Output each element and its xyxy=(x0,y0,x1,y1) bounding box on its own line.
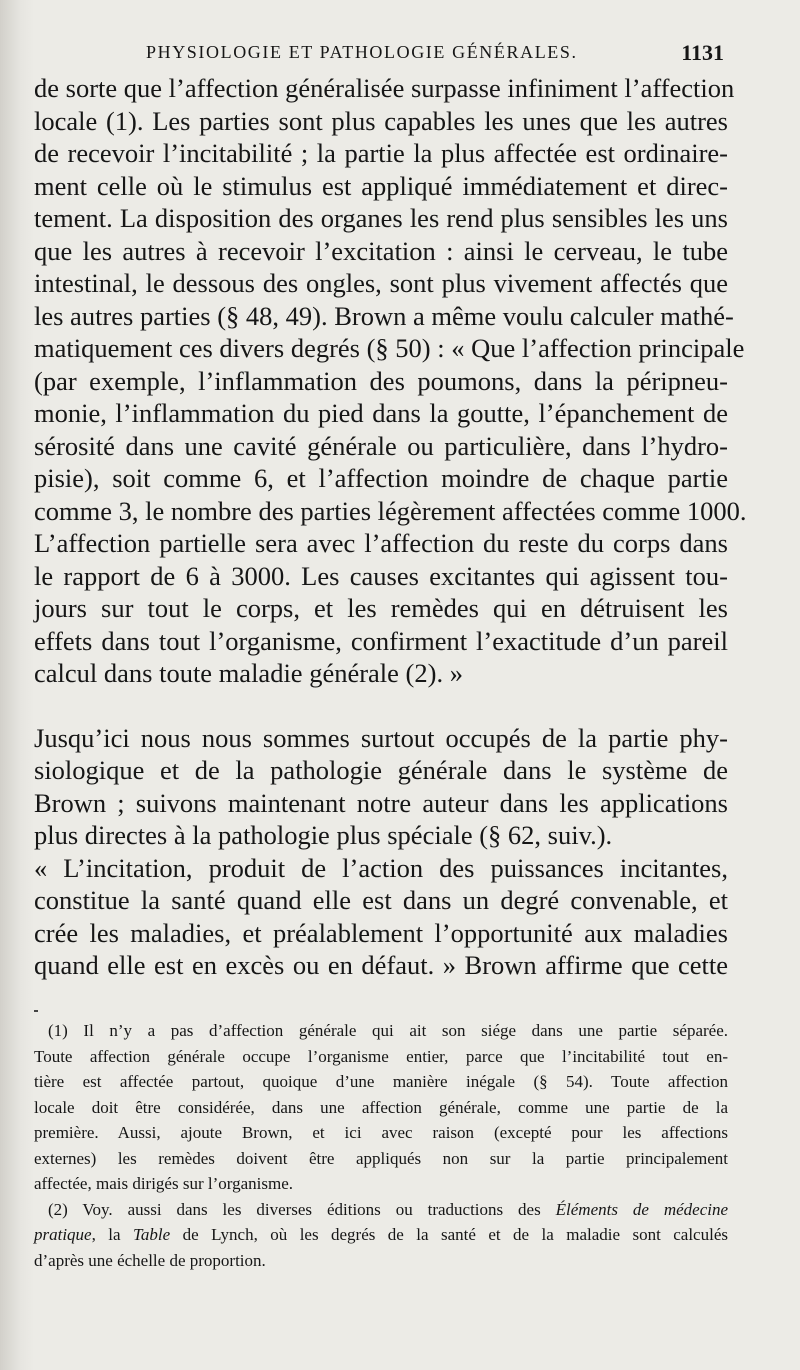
text-line: constitue la santé quand elle est dans un degré convenable, et xyxy=(34,885,728,915)
page-binding-shadow xyxy=(0,0,34,1370)
book-title-italic: Éléments de médecine xyxy=(555,1199,729,1219)
paragraph-spacer xyxy=(34,690,728,722)
text-line: Brown ; suivons maintenant notre auteur dans les applications xyxy=(34,787,728,818)
footnote-line: affectée, mais dirigés sur l’organisme. xyxy=(34,1174,294,1193)
page-number: 1131 xyxy=(681,40,724,65)
text-line: siologique et de la pathologie générale dans le système de xyxy=(34,755,728,785)
text-line: L’affection partielle sera avec l’affection du reste du corps dans xyxy=(34,528,728,558)
footnote-line: locale doit être considérée, dans une affection générale, comme une partie de la xyxy=(34,1097,728,1117)
running-head: PHYSIOLOGIE ET PATHOLOGIE GÉNÉRALES. xyxy=(146,42,578,62)
text-line: tement. La disposition des organes les rend plus sensibles les uns xyxy=(34,203,728,233)
footnote-text: (2) Voy. aussi dans les diverses éditions ou traductions des xyxy=(48,1199,556,1219)
footnote-line: première. Aussi, ajoute Brown, et ici avec raison (excepté pour les affections xyxy=(34,1123,728,1142)
text-line: le rapport de 6 à 3000. Les causes excitantes qui agissent tou- xyxy=(34,560,728,591)
text-line: calcul dans toute maladie générale (2). » xyxy=(34,658,463,688)
text-line: monie, l’inflammation du pied dans la goutte, l’épanchement de xyxy=(34,398,728,428)
footnote-text: , la xyxy=(91,1225,133,1244)
paragraph-2 xyxy=(34,722,728,852)
text-line: comme 3, le nombre des parties légèrement affectées comme 1000. xyxy=(34,495,747,526)
text-line: de recevoir l’incitabilité ; la partie la plus affectée est ordinaire- xyxy=(34,138,728,168)
footnote-line xyxy=(34,1222,728,1248)
book-title-italic: pratique xyxy=(34,1225,92,1244)
text-line: (par exemple, l’inflammation des poumons, dans la péripneu- xyxy=(34,365,728,396)
footnote-line: Toute affection générale occupe l’organisme entier, parce que l’incitabilité tout en- xyxy=(34,1046,728,1066)
text-line: crée les maladies, et préalablement l’opportunité aux maladies xyxy=(34,917,728,948)
text-line: pisie), soit comme 6, et l’affection moindre de chaque partie xyxy=(34,463,728,493)
text-line: jours sur tout le corps, et les remèdes qui en détruisent les xyxy=(34,593,728,623)
page-header xyxy=(34,40,734,70)
text-line: que les autres à recevoir l’excitation : ainsi le cerveau, le tube xyxy=(34,235,728,266)
text-line: plus directes à la pathologie plus spéciale (§ 62, suiv.). xyxy=(34,820,613,850)
text-line: intestinal, le dessous des ongles, sont plus vivement affectés que xyxy=(34,268,728,298)
text-line: de sorte que l’affection généralisée surpasse infiniment l’affection xyxy=(34,73,735,103)
text-line: effets dans tout l’organisme, confirment l’exactitude d’un pareil xyxy=(34,625,728,656)
footnotes xyxy=(34,1018,728,1273)
footnote-line xyxy=(34,1197,728,1223)
text-line: les autres parties (§ 48, 49). Brown a même voulu calculer mathé- xyxy=(34,300,734,331)
text-line: locale (1). Les parties sont plus capables les unes que les autres xyxy=(34,105,728,136)
footnote-1 xyxy=(34,1018,728,1197)
footnote-line: d’après une échelle de proportion. xyxy=(34,1250,266,1270)
footnote-text: de Lynch, où les degrés de la santé et de la maladie sont calculés xyxy=(170,1225,728,1244)
text-line: Jusqu’ici nous nous sommes surtout occupés de la partie phy- xyxy=(34,722,728,753)
main-text xyxy=(34,72,747,982)
footnote-2 xyxy=(34,1197,728,1274)
text-line: « L’incitation, produit de l’action des puissances incitantes, xyxy=(34,852,728,883)
text-line: matiquement ces divers degrés (§ 50) : « Que l’affection principale xyxy=(34,333,745,363)
text-line: ment celle où le stimulus est appliqué immédiatement et direc- xyxy=(34,170,728,201)
footnote-line: (1) Il n’y a pas d’affection générale qui ait son siége dans une partie séparée. xyxy=(48,1021,728,1040)
paragraph-3 xyxy=(34,852,728,982)
footnote-line: tière est affectée partout, quoique d’une manière inégale (§ 54). Toute affection xyxy=(34,1072,728,1091)
text-line: sérosité dans une cavité générale ou particulière, dans l’hydro- xyxy=(34,430,728,461)
footnote-separator xyxy=(34,1010,38,1012)
paragraph-1 xyxy=(34,72,747,690)
table-title-italic: Table xyxy=(133,1225,171,1244)
footnote-line: externes) les remèdes doivent être appliqués non sur la partie principalement xyxy=(34,1148,728,1168)
text-line: quand elle est en excès ou en défaut. » Brown affirme que cette xyxy=(34,950,728,980)
